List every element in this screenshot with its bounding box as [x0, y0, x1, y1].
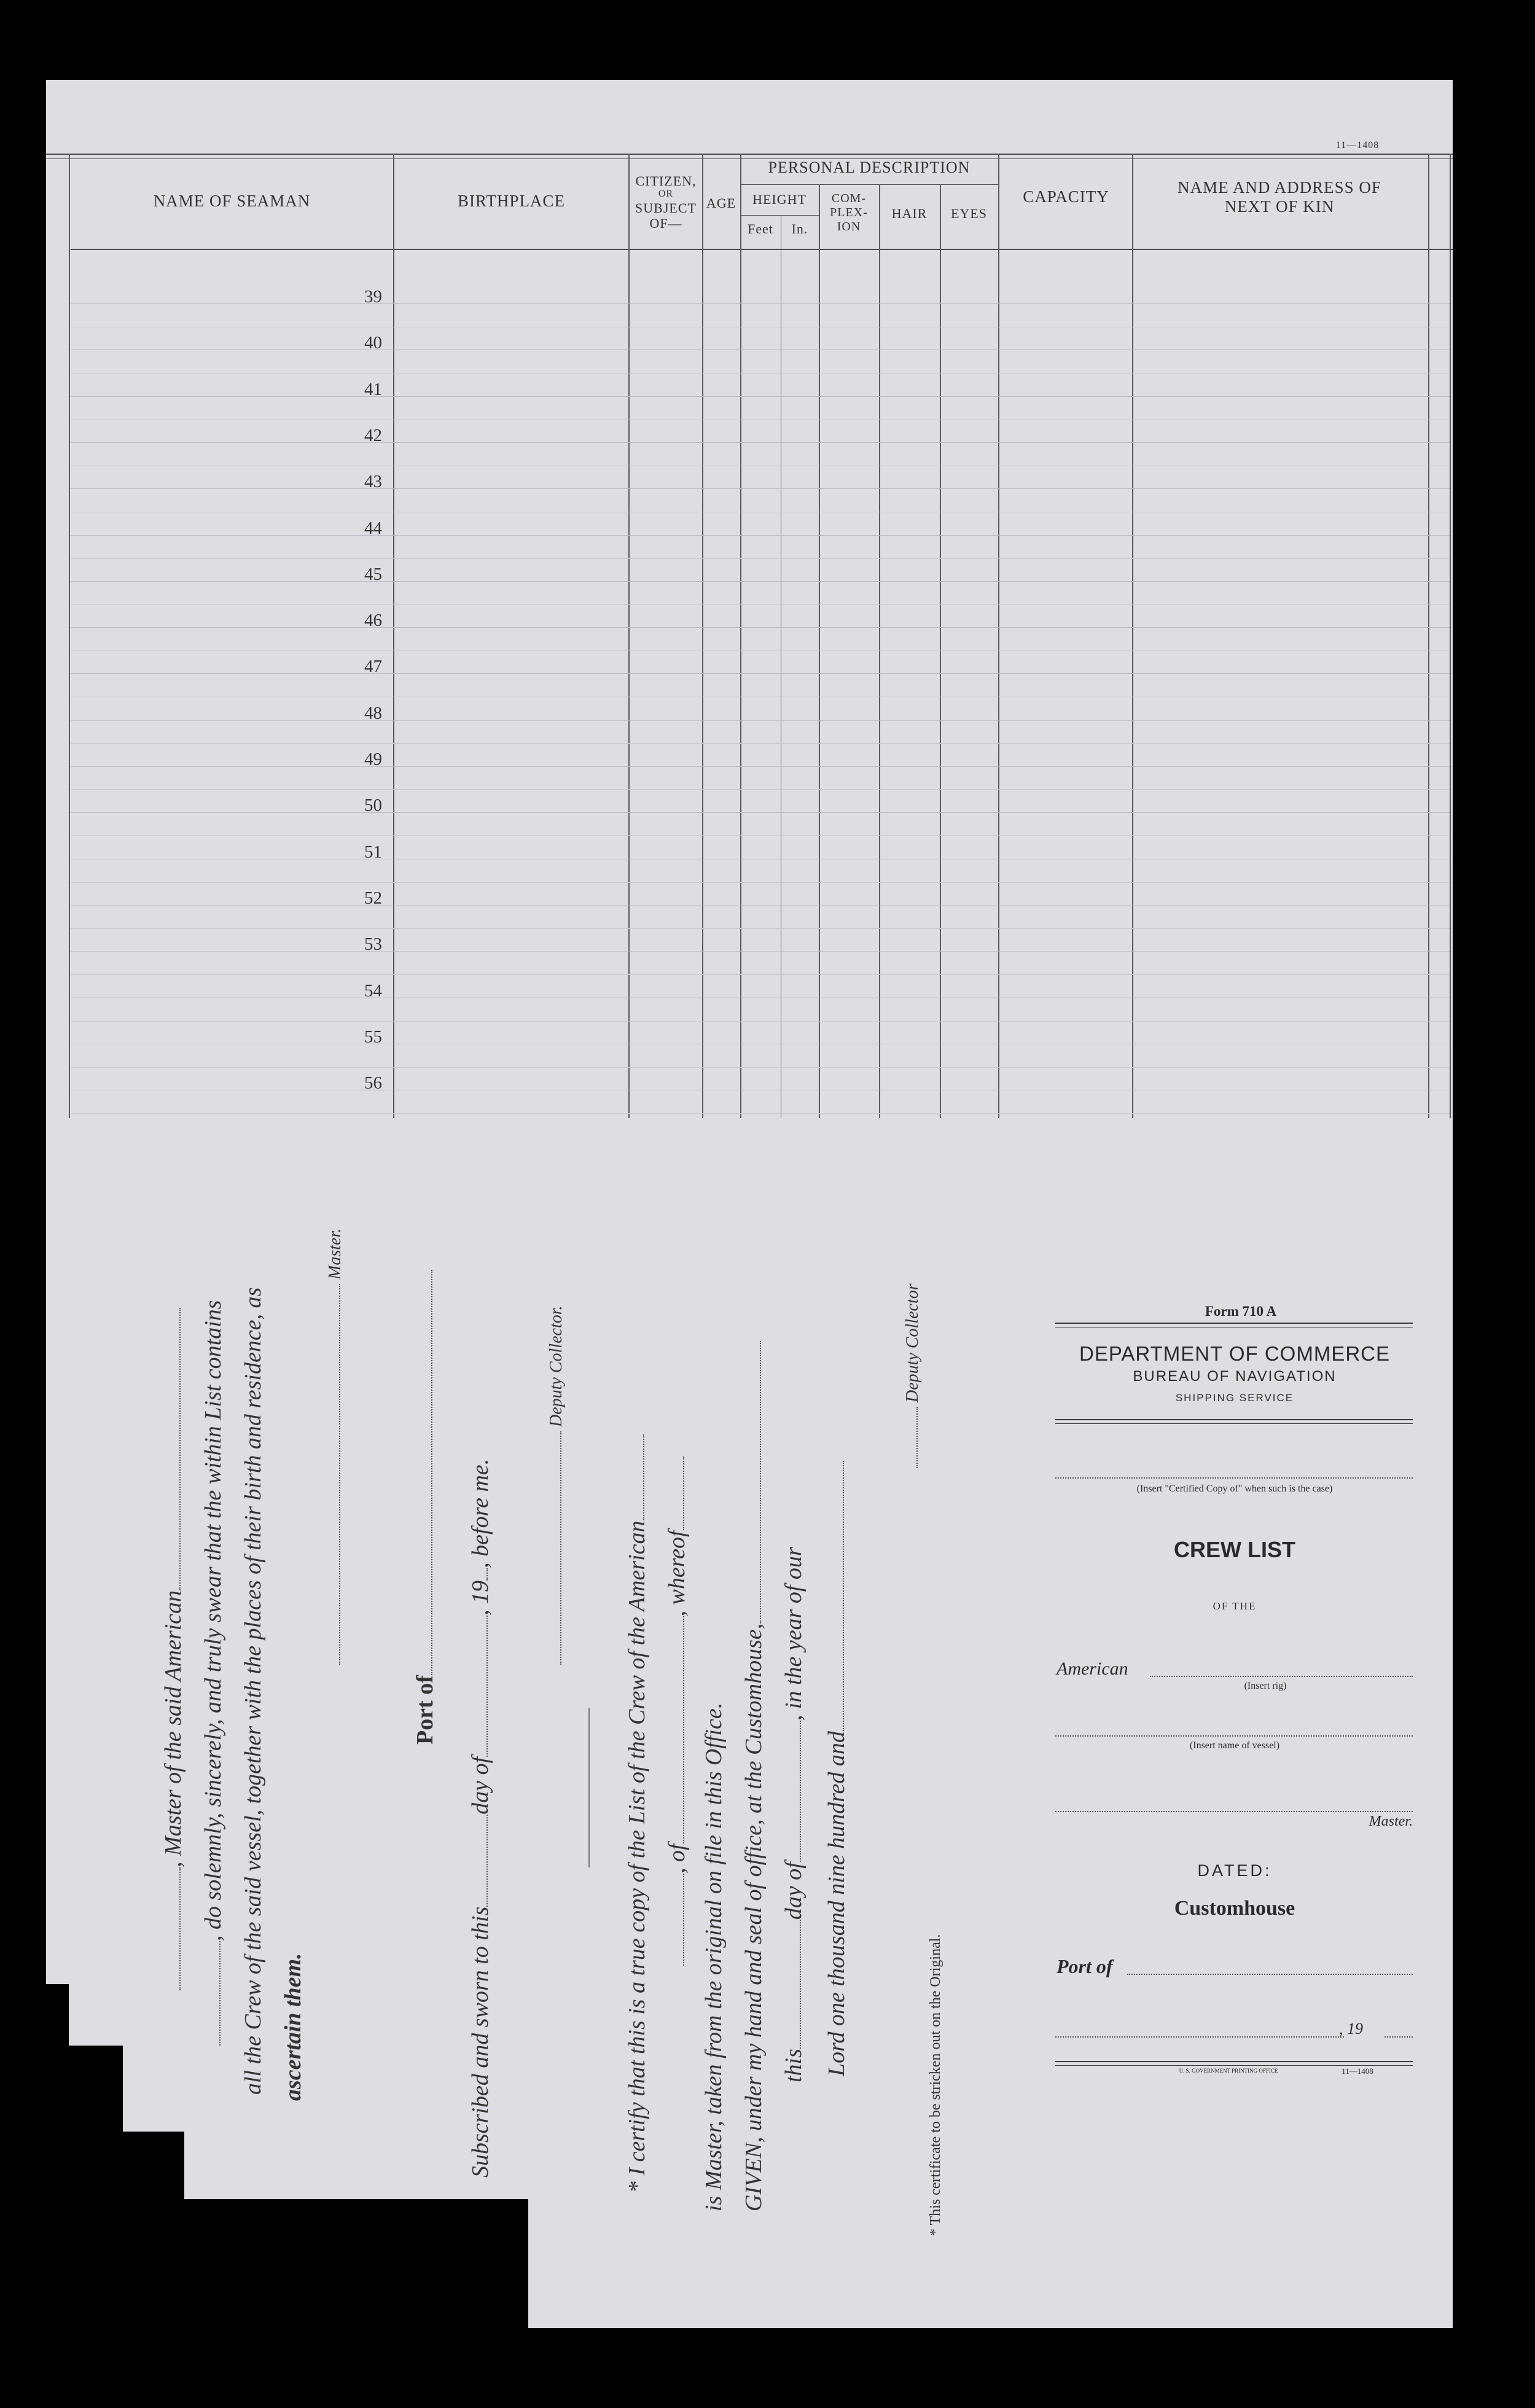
row-line: [71, 535, 1450, 536]
service-title: SHIPPING SERVICE: [1175, 1392, 1294, 1404]
header-citizen-line: CITIZEN,: [635, 173, 697, 189]
certificate-text: , of: [664, 1843, 690, 1874]
printing-office: U. S. GOVERNMENT PRINTING OFFICE: [1179, 2068, 1278, 2074]
row-number: 55: [364, 1026, 382, 1047]
blank-line: [486, 1568, 488, 1581]
blank-line: [643, 1435, 644, 1521]
oath-text: ascertain them.: [280, 1953, 306, 2101]
row-number: 56: [364, 1073, 382, 1093]
header-eyes: EYES: [951, 206, 987, 221]
master-signature: [326, 1229, 345, 1665]
header-citizen-line: SUBJECT: [635, 200, 697, 216]
header-citizen-line: OF—: [649, 215, 682, 231]
cover-rule: [1055, 1323, 1413, 1324]
column-rule: [1132, 154, 1133, 1118]
certificate-text: day of: [781, 1862, 807, 1920]
form-number-top: 11—1408: [1335, 140, 1380, 150]
row-number: 46: [364, 611, 382, 631]
blank-line: [683, 1616, 684, 1843]
blank-line: [683, 1456, 684, 1530]
row-number: 40: [364, 333, 382, 353]
row-line: [71, 488, 1450, 489]
row-number: 49: [364, 749, 382, 769]
row-line: [71, 812, 1450, 813]
row-number: 54: [364, 980, 382, 1001]
row-line: [71, 1113, 1450, 1114]
oath-text: , do solemnly, sincerely, and truly swear that the within List contains: [200, 1300, 226, 1941]
port-of-label: Port of: [412, 1675, 438, 1745]
master-label-cover: Master.: [1369, 1813, 1413, 1829]
header-personal-description: PERSONAL DESCRIPTION: [768, 158, 971, 176]
port-of-label-cover: Port of: [1057, 1955, 1113, 1977]
row-line: [71, 303, 1450, 304]
cover-rule: [1055, 2061, 1413, 2062]
insert-rig-label: (Insert rig): [1244, 1681, 1287, 1691]
header-next-of-kin-line: NAME AND ADDRESS OF: [1178, 178, 1381, 197]
header-name-of-seaman: NAME OF SEAMAN: [153, 192, 311, 210]
blank-line: [486, 1815, 488, 1907]
row-line: [71, 442, 1450, 443]
header-bottom-rule: [71, 249, 1453, 250]
certified-note: (Insert "Certified Copy of" when such is the case): [1136, 1484, 1333, 1494]
certificate-line-3: [700, 1703, 727, 2211]
american-label: American: [1057, 1659, 1128, 1679]
deputy-collector-label: Deputy Collector: [903, 1283, 922, 1402]
oath-line-3: [240, 1288, 267, 2095]
subscribed-text: Subscribed and sworn to this: [467, 1906, 493, 2178]
subscribed-line: [467, 1459, 494, 2178]
blank-line: [179, 1308, 181, 1590]
header-feet: Feet: [748, 221, 773, 237]
subscribed-text: day of: [467, 1756, 493, 1815]
cover-rule: [1055, 2065, 1413, 2066]
header-height: HEIGHT: [752, 192, 807, 207]
row-line: [71, 743, 1450, 744]
customhouse-label: Customhouse: [1174, 1897, 1295, 1920]
personal-subheader-rule: [740, 184, 998, 185]
blank-line: [431, 1270, 432, 1675]
header-hair: HAIR: [891, 206, 928, 221]
row-line: [71, 673, 1450, 674]
row-line: [71, 396, 1450, 397]
row-number: 42: [364, 425, 382, 445]
row-number: 45: [364, 564, 382, 584]
header-complexion: [819, 192, 879, 234]
dated-label: DATED:: [1197, 1861, 1272, 1880]
port-line: [1127, 1974, 1413, 1975]
oath-line-4: [279, 1953, 307, 2101]
row-line: [71, 581, 1450, 582]
certificate-text: , whereof: [664, 1530, 690, 1617]
cover-rule: [1055, 1419, 1413, 1420]
row-line: [71, 558, 1450, 559]
blank-line: [179, 1867, 181, 1990]
row-number: 48: [364, 703, 382, 723]
height-subheader-rule: [740, 215, 819, 216]
column-rule: [740, 154, 741, 1118]
column-rule: [628, 154, 630, 1118]
department-title: DEPARTMENT OF COMMERCE: [1079, 1342, 1391, 1365]
column-rule: [393, 154, 394, 1118]
signature-line: [339, 1284, 340, 1665]
row-line: [71, 604, 1450, 605]
master-label: Master.: [326, 1228, 345, 1280]
oath-line-1: [160, 1308, 187, 1990]
header-age: AGE: [706, 195, 736, 211]
vessel-name-line: [1055, 1735, 1413, 1737]
row-line: [71, 882, 1450, 883]
row-line: [71, 720, 1450, 721]
row-number: 39: [364, 287, 382, 307]
footnote-text: * This certificate to be stricken out on the Original.: [928, 1934, 943, 2236]
blank-line: [800, 1920, 801, 2049]
vessel-rig-line: [1150, 1676, 1413, 1677]
header-next-of-kin-line: NEXT OF KIN: [1224, 197, 1335, 216]
certificate-text: this: [781, 2049, 807, 2082]
row-number: 41: [364, 379, 382, 399]
header-citizen: [630, 173, 702, 231]
subscribed-text: , 19: [467, 1580, 493, 1616]
oath-text: all the Crew of the said vessel, together with the places of their birth and residence, as: [240, 1287, 266, 2095]
row-line: [71, 789, 1450, 790]
row-number: 53: [364, 934, 382, 955]
blank-line: [843, 1461, 844, 1731]
row-line: [71, 835, 1450, 836]
master-name-line: [1055, 1811, 1413, 1812]
certificate-line-6: [823, 1461, 850, 2076]
row-number: 43: [364, 472, 382, 492]
row-line: [71, 1021, 1450, 1022]
certificate-text: Lord one thousand nine hundred and: [824, 1731, 850, 2076]
signature-line: [560, 1431, 561, 1665]
blank-line: [486, 1616, 488, 1757]
header-capacity: CAPACITY: [1023, 187, 1109, 206]
row-line: [71, 766, 1450, 767]
column-rule: [1428, 154, 1429, 1118]
deputy-collector-signature-2: [903, 1283, 923, 1468]
row-number: 51: [364, 842, 382, 862]
row-number: 52: [364, 888, 382, 908]
crew-list-title: CREW LIST: [1174, 1537, 1295, 1562]
subscribed-text: , before me.: [467, 1458, 493, 1568]
divider: [588, 1708, 590, 1867]
signature-line: [916, 1407, 918, 1468]
blank-line: [219, 1941, 221, 2046]
header-next-of-kin: [1132, 178, 1427, 216]
year-label: , 19: [1339, 2020, 1363, 2038]
row-line: [71, 627, 1450, 628]
header-inches: In.: [791, 221, 808, 237]
row-number: 50: [364, 796, 382, 816]
column-rule: [998, 154, 999, 1118]
header-citizen-line: OR: [658, 189, 674, 200]
certified-copy-line: [1055, 1477, 1413, 1479]
bureau-title: BUREAU OF NAVIGATION: [1133, 1368, 1337, 1385]
header-complexion-line: PLEX-: [830, 206, 868, 219]
port-of: [412, 1270, 439, 1745]
header-top-rule: [46, 154, 1453, 155]
certificate-line-4: [740, 1341, 767, 2211]
header-complexion-line: COM-: [831, 192, 867, 205]
year-line: [1385, 2036, 1413, 2038]
form-code-bottom: 11—1408: [1342, 2066, 1373, 2076]
column-rule: [702, 154, 703, 1118]
certificate-text: * I certify that this is a true copy of the List of the Crew of the American: [624, 1520, 650, 2193]
column-rule: [1450, 154, 1451, 1118]
deputy-collector-label: Deputy Collector.: [547, 1305, 566, 1427]
cover-rule: [1055, 1423, 1413, 1424]
row-line: [71, 928, 1450, 929]
row-line: [71, 951, 1450, 952]
row-line: [71, 974, 1450, 975]
row-number: 44: [364, 518, 382, 538]
torn-edge: [0, 2334, 1535, 2408]
oath-line-2: [200, 1300, 227, 2046]
certificate-footnote: [928, 1934, 944, 2236]
header-complexion-line: ION: [837, 220, 861, 233]
certificate-text: GIVEN, under my hand and seal of office, at the Customhouse,: [741, 1623, 767, 2211]
date-line: [1055, 2036, 1344, 2038]
blank-line: [760, 1341, 761, 1624]
form-number: Form 710 A: [1205, 1304, 1277, 1319]
certificate-line-1: [623, 1435, 650, 2194]
blank-line: [800, 1721, 801, 1862]
oath-text: , Master of the said American: [160, 1590, 186, 1867]
header-birthplace: BIRTHPLACE: [458, 192, 565, 210]
column-rule: [69, 154, 70, 1118]
deputy-collector-signature-1: [547, 1305, 566, 1665]
of-the-label: OF THE: [1213, 1600, 1257, 1612]
certificate-text: is Master, taken from the original on file in this Office.: [701, 1702, 727, 2211]
row-number: 47: [364, 657, 382, 677]
blank-line: [683, 1874, 684, 1966]
insert-name-label: (Insert name of vessel): [1189, 1740, 1280, 1751]
row-line: [71, 1067, 1450, 1068]
certificate-text: , in the year of our: [781, 1547, 807, 1721]
certificate-line-2: [663, 1456, 690, 1966]
certificate-line-5: [780, 1547, 807, 2082]
